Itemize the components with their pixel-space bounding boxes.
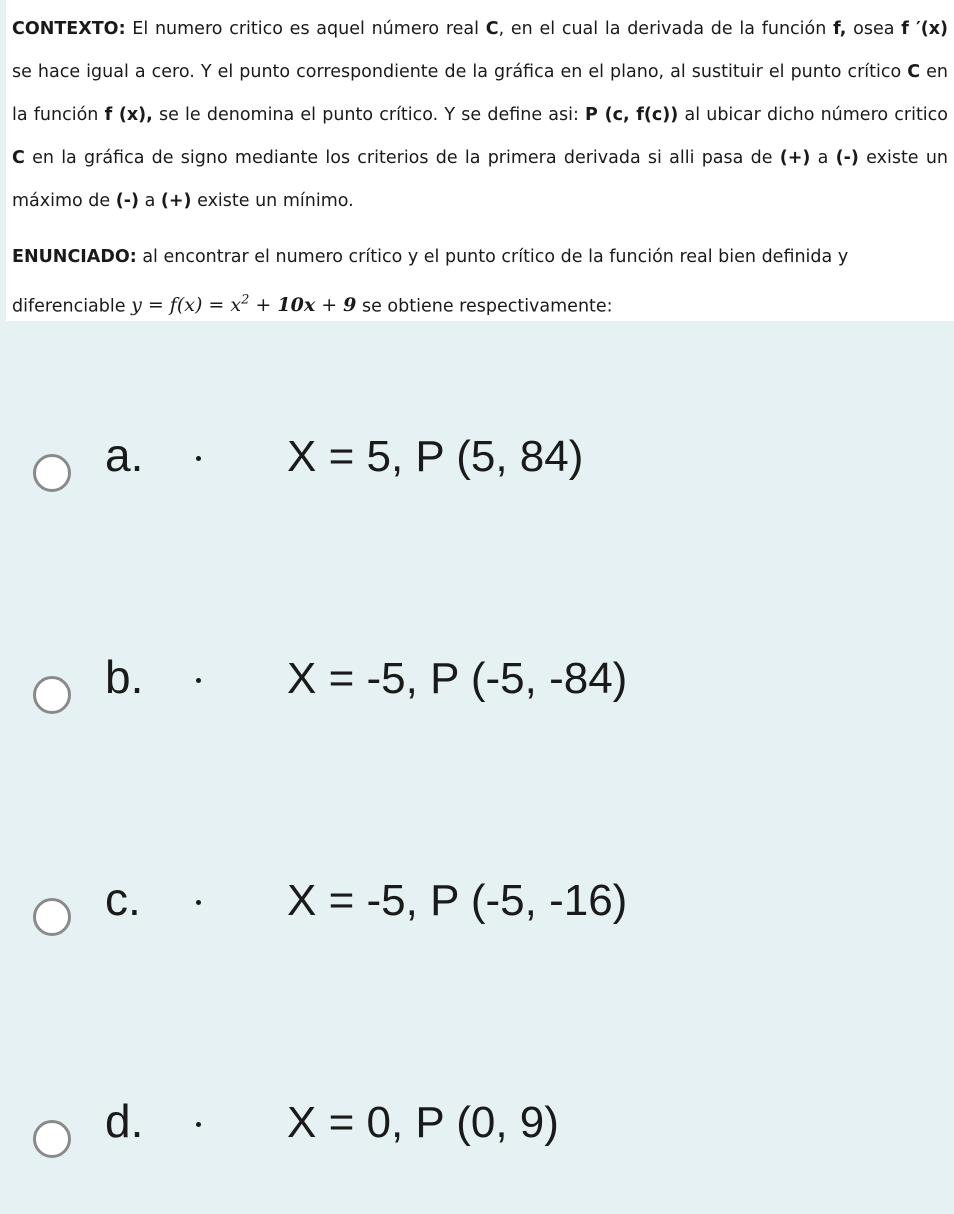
option-letter: c. (105, 873, 141, 925)
radio-button[interactable] (33, 898, 71, 936)
statement-label: ENUNCIADO: (12, 247, 137, 267)
option-letter: b. (105, 651, 144, 703)
option-letter: d. (105, 1095, 144, 1147)
context-text: al ubicar dicho número critico (678, 105, 948, 125)
context-text: a (139, 191, 161, 211)
option-letter: a. (105, 429, 144, 481)
option-c[interactable] (0, 873, 954, 970)
formula-exponent: 2 (241, 293, 250, 308)
statement-paragraph (12, 236, 948, 328)
dot-icon (196, 456, 201, 461)
context-text: a (810, 148, 836, 168)
context-c: C (12, 148, 25, 168)
context-label: CONTEXTO: (12, 19, 126, 39)
option-b[interactable] (0, 651, 954, 748)
formula-lhs: y = f(x) = x (131, 294, 242, 317)
option-d[interactable] (0, 1095, 954, 1192)
context-sign: (-) (115, 191, 140, 211)
function-formula (131, 294, 356, 316)
dot-icon (196, 900, 201, 905)
option-text: X = 0, P (0, 9) (287, 1098, 559, 1147)
context-text: en la gráfica de signo mediante los criterios de la primera derivada si alli pasa de (24, 148, 780, 168)
context-text: , en el cual la derivada de la función (498, 19, 834, 39)
dot-icon (196, 678, 201, 683)
context-paragraph (12, 8, 948, 223)
option-a[interactable] (0, 429, 954, 526)
context-text: existe un mínimo. (191, 191, 354, 211)
formula-9: 9 (343, 294, 357, 317)
context-sign: (-) (835, 148, 859, 168)
context-text: se le denomina el punto crítico. Y se define asi: (152, 105, 586, 125)
context-fprime: f ′(x) (901, 19, 948, 39)
answer-options (0, 321, 954, 1214)
context-text: existe un máximo de (12, 148, 949, 211)
context-text: en la función (12, 62, 948, 125)
context-sign: (+) (160, 191, 192, 211)
formula-plus: + (249, 294, 278, 317)
option-text: X = 5, P (5, 84) (287, 432, 584, 481)
context-text: se hace igual a cero. Y el punto correspondiente de la gráfica en el plano, al sustituir el punto crítico (12, 62, 908, 82)
formula-plus: + (315, 294, 344, 317)
context-text: El numero critico es aquel número real (125, 19, 486, 39)
option-text: X = -5, P (-5, -16) (287, 876, 628, 925)
context-c: C (907, 62, 921, 82)
context-fx: f (x), (104, 105, 153, 125)
dot-icon (196, 1122, 201, 1127)
option-text: X = -5, P (-5, -84) (287, 654, 628, 703)
statement-text: se obtiene respectivamente: (356, 296, 613, 317)
context-sign: (+) (779, 148, 811, 168)
statement-text: al encontrar el numero crítico y el punto crítico de la función real bien definida y diferenciable (12, 247, 849, 317)
radio-button[interactable] (33, 454, 71, 492)
context-point: P (c, f(c)) (585, 105, 679, 125)
formula-10x: 10x (277, 294, 316, 317)
radio-button[interactable] (33, 1120, 71, 1158)
context-text: osea (853, 19, 902, 39)
context-c: C (485, 19, 499, 39)
question-box (6, 0, 954, 321)
radio-button[interactable] (33, 676, 71, 714)
context-f: f, (833, 19, 847, 39)
